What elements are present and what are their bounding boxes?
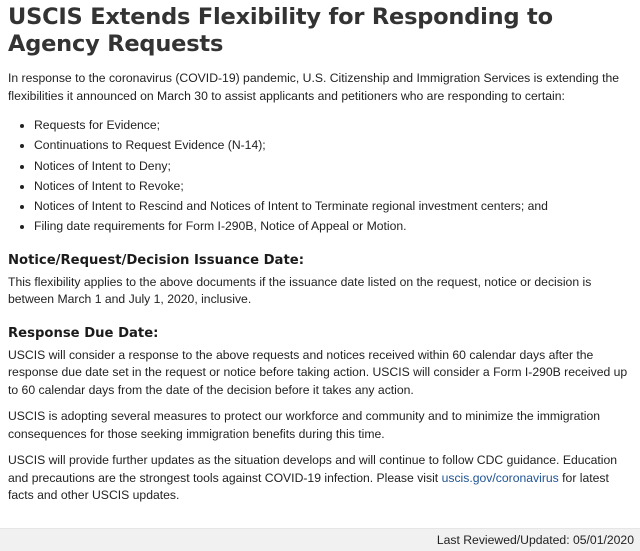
measures-paragraph: USCIS is adopting several measures to protect our workforce and community and to minimize the immigration consequences for those seeking immigration benefits during this time. bbox=[8, 409, 601, 441]
response-paragraph: USCIS will consider a response to the above requests and notices received within 60 calendar days after the response due date set in the request or notice before taking action. USCIS will consider a Form I-290B received up to 60 calendar days from the date of the decision before it takes any action. bbox=[8, 347, 628, 397]
issuance-date-paragraph: This flexibility applies to the above documents if the issuance date listed on the request, notice or decision is between March 1 and July 1, 2020, inclusive. bbox=[8, 274, 592, 307]
list-item: • Continuations to Request Evidence (N-14); bbox=[34, 137, 632, 155]
updates-text-before: USCIS will provide further updates as the situation develops and will continue to follow CDC guidance. Education and precautions are the strongest tools against COVID-19 infection. Please visit bbox=[8, 453, 618, 485]
page-title: USCIS Extends Flexibility for Responding to Agency Requests bbox=[8, 4, 553, 57]
issuance-date-heading: Notice/Request/Decision Issuance Date: bbox=[8, 252, 304, 268]
updates-paragraph bbox=[8, 452, 632, 505]
intro-paragraph: In response to the coronavirus (COVID-19) pandemic, U.S. Citizenship and Immigration Services is extending the flexibilities it announced on March 30 to assist applicants and petitioners who are responding to certain: bbox=[8, 71, 620, 103]
request-types-list bbox=[8, 117, 632, 236]
list-item: • Notices of Intent to Rescind and Notices of Intent to Terminate regional investment centers; and bbox=[34, 198, 632, 216]
updates-text-after: for latest facts and other USCIS updates. bbox=[8, 470, 609, 503]
list-item: • Notices of Intent to Revoke; bbox=[34, 178, 632, 196]
page-footer bbox=[0, 528, 640, 551]
list-item: • Notices of Intent to Deny; bbox=[34, 158, 632, 176]
response-due-date-heading: Response Due Date: bbox=[8, 325, 159, 341]
list-item: • Filing date requirements for Form I-290B, Notice of Appeal or Motion. bbox=[34, 218, 632, 236]
list-item: • Requests for Evidence; bbox=[34, 117, 632, 135]
last-reviewed-date: Last Reviewed/Updated: 05/01/2020 bbox=[436, 533, 634, 547]
coronavirus-link[interactable]: uscis.gov/coronavirus bbox=[441, 470, 559, 485]
